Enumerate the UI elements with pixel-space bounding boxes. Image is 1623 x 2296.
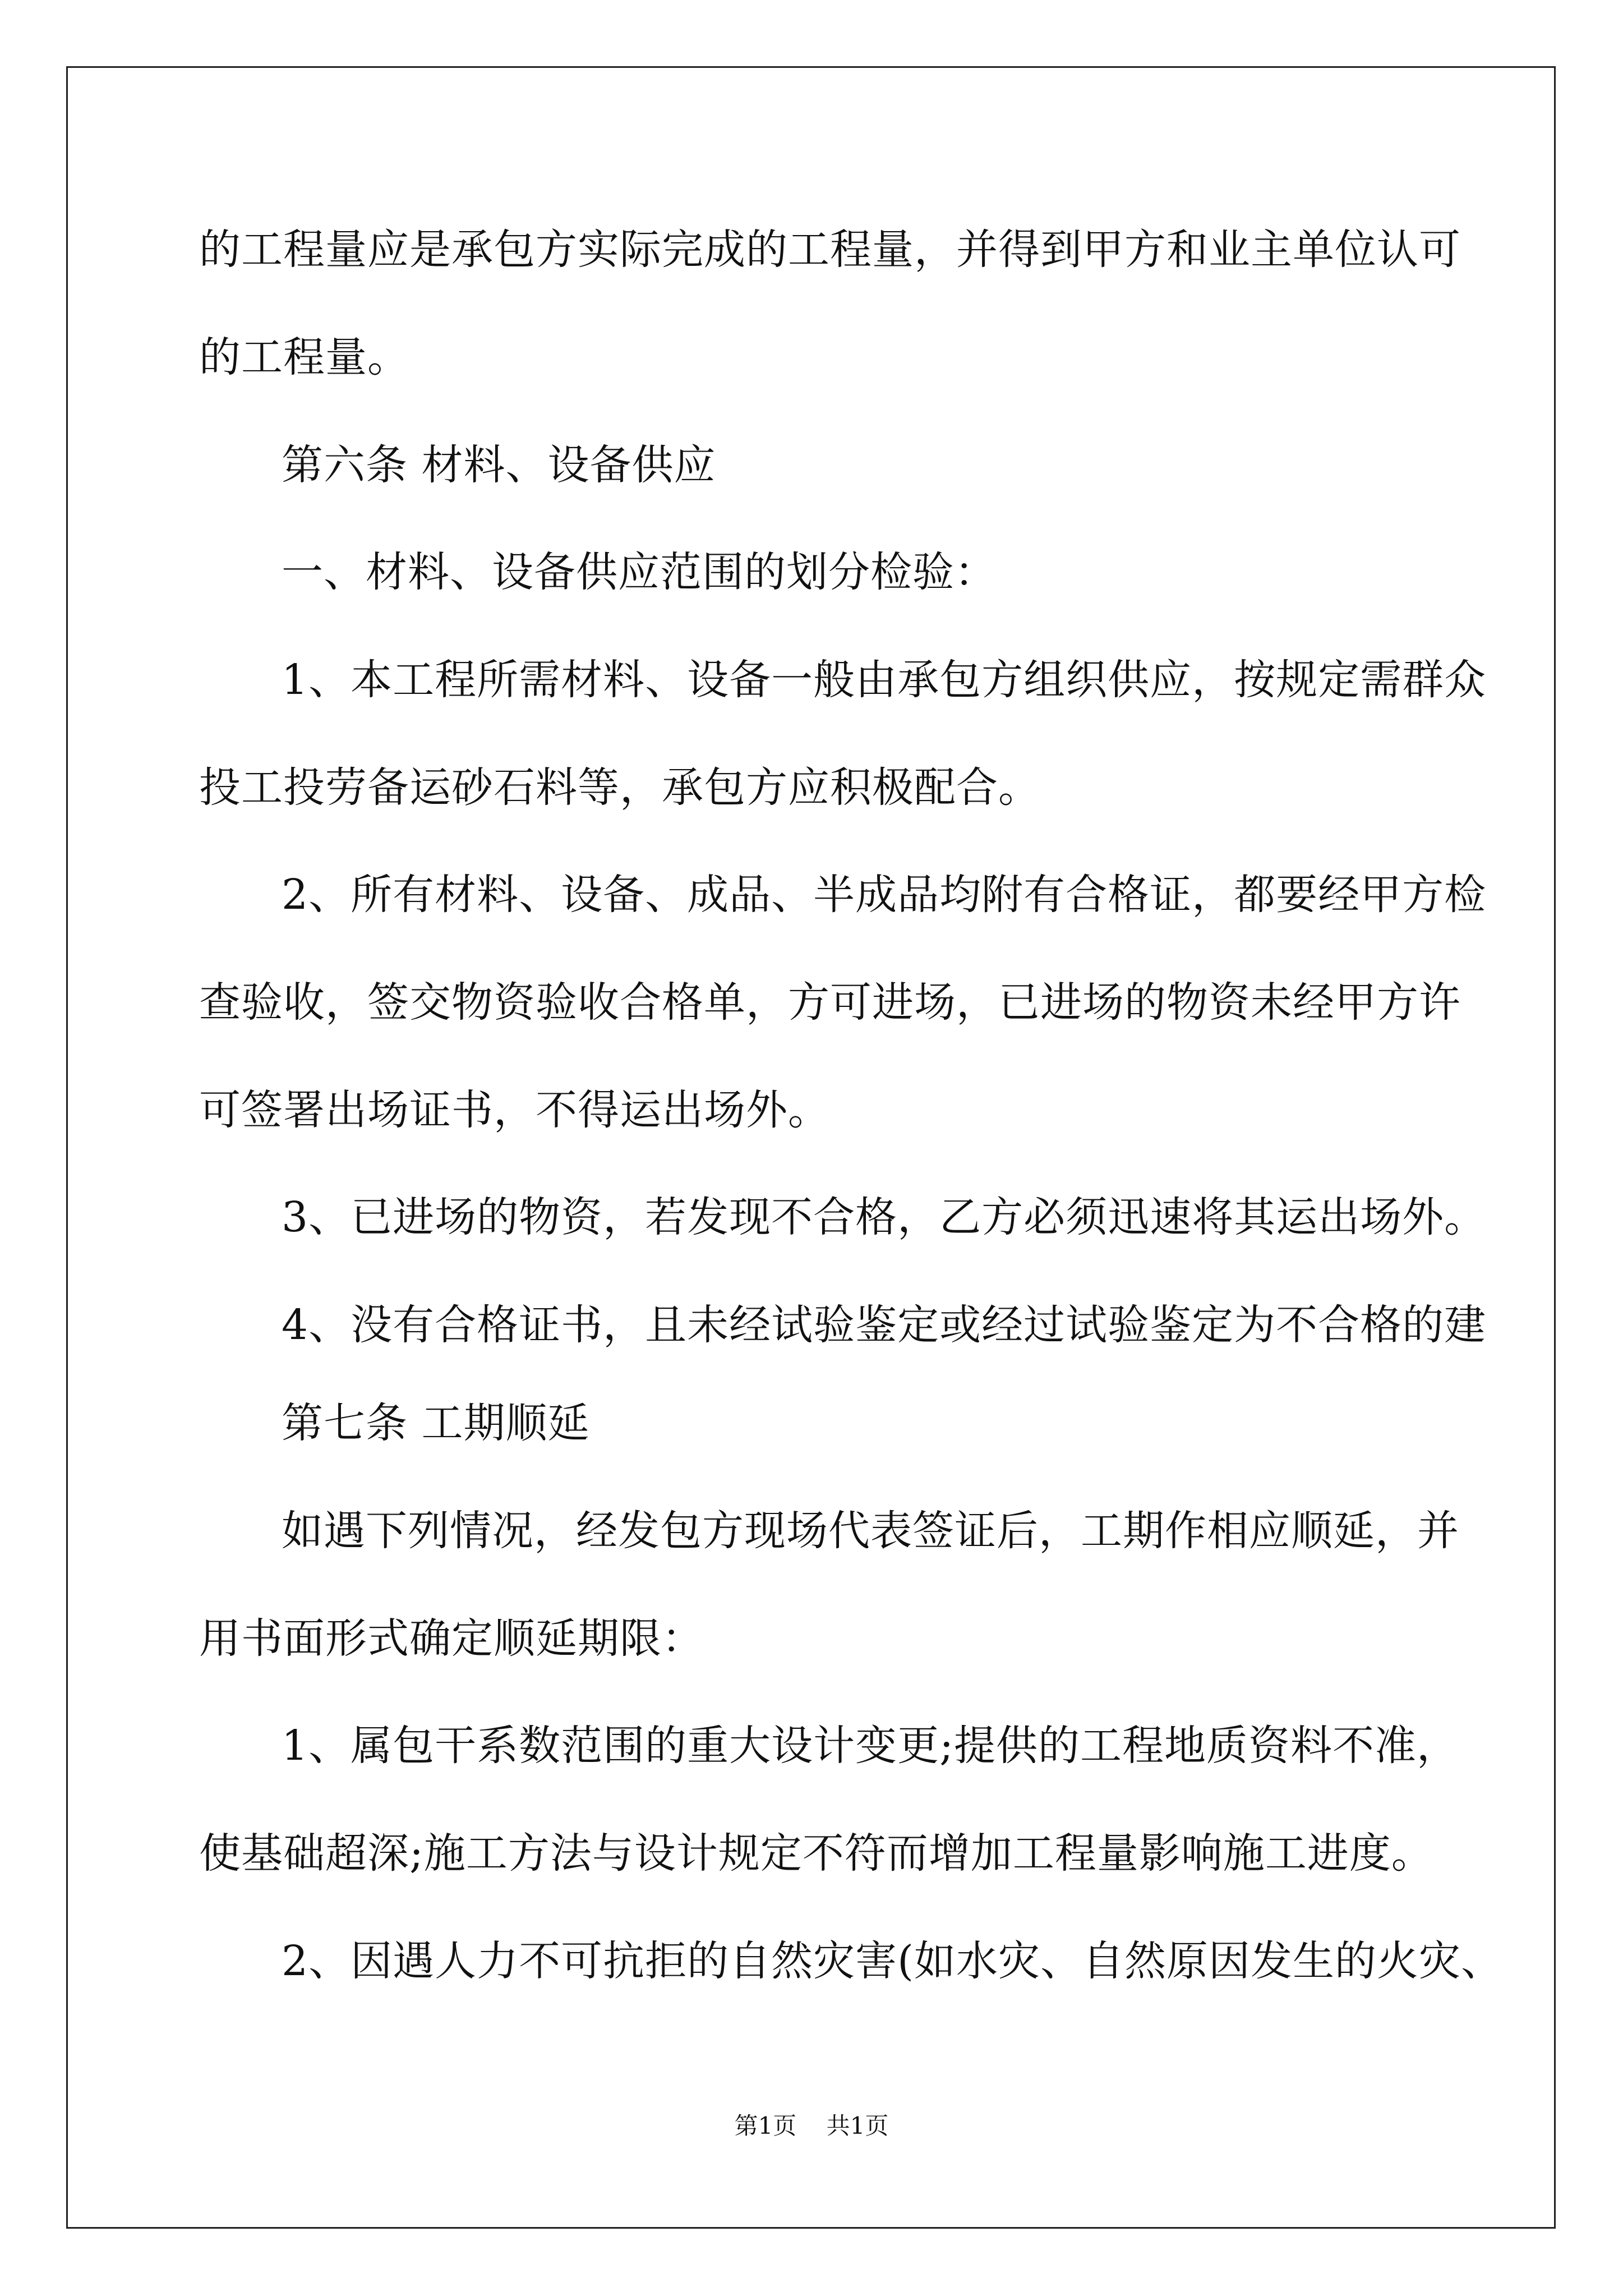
text-line: 用书面形式确定顺延期限： — [199, 1614, 704, 1663]
text-line: 1、本工程所需材料、设备一般由承包方组织供应，按规定需群众 — [282, 656, 1487, 704]
text-line: 的工程量。 — [199, 333, 409, 381]
text-line: 的工程量应是承包方实际完成的工程量，并得到甲方和业主单位认可 — [199, 226, 1461, 274]
text-line: 4、没有合格证书，且未经试验鉴定或经过试验鉴定为不合格的建 — [282, 1301, 1487, 1349]
text-line: 使基础超深;施工方法与设计规定不符而增加工程量影响施工进度。 — [199, 1829, 1433, 1878]
page-number-footer: 第1页 共1页 — [734, 2112, 889, 2139]
section-heading: 第六条 材料、设备供应 — [282, 441, 716, 489]
text-line: 如遇下列情况，经发包方现场代表签证后，工期作相应顺延，并 — [282, 1507, 1459, 1555]
section-heading: 第七条 工期顺延 — [282, 1399, 590, 1447]
text-line: 3、已进场的物资，若发现不合格，乙方必须迅速将其运出场外。 — [282, 1193, 1487, 1241]
text-line: 2、所有材料、设备、成品、半成品均附有合格证，都要经甲方检 — [282, 871, 1487, 919]
text-line: 查验收，签交物资验收合格单，方可进场，已进场的物资未经甲方许 — [199, 978, 1461, 1027]
text-line: 投工投劳备运砂石料等，承包方应积极配合。 — [199, 763, 1040, 812]
text-line: 2、因遇人力不可抗拒的自然灾害(如水灾、自然原因发生的火灾、 — [282, 1937, 1503, 1985]
text-line: 一、材料、设备供应范围的划分检验： — [282, 548, 997, 596]
text-line: 可签署出场证书，不得运出场外。 — [199, 1086, 830, 1134]
page-frame — [66, 66, 1556, 2229]
text-line: 1、属包干系数范围的重大设计变更;提供的工程地质资料不准， — [282, 1722, 1459, 1770]
